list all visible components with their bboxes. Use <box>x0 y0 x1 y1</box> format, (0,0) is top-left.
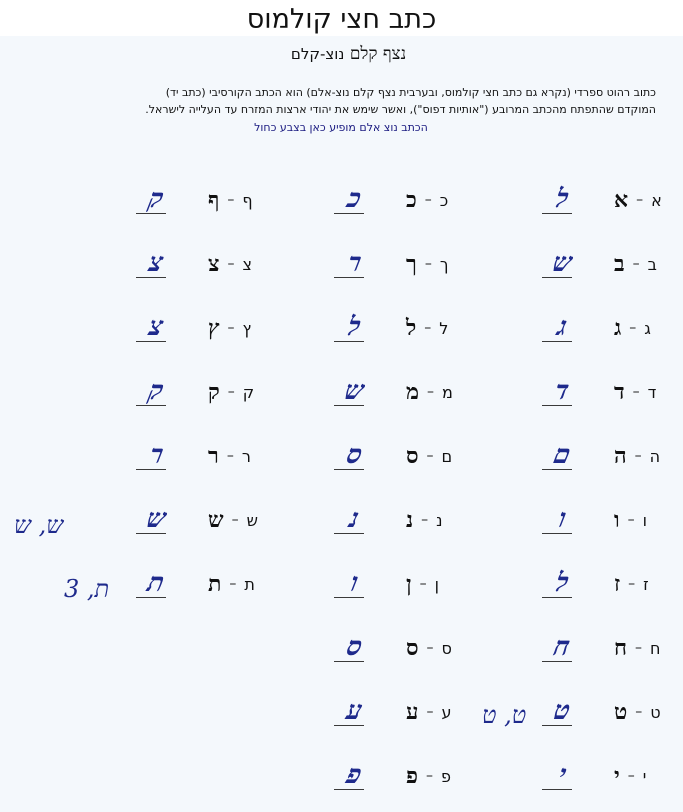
handwritten-glyph: י <box>555 760 569 790</box>
handwritten-glyph: ו <box>555 504 569 534</box>
letter-row <box>540 308 683 348</box>
rashi-letter: ן <box>406 571 412 597</box>
dash-separator: – <box>634 448 642 464</box>
handwritten-letter <box>134 372 178 412</box>
rashi-letter: ו <box>614 507 620 533</box>
letter-row <box>134 500 290 540</box>
letter-pair <box>406 507 488 533</box>
description-line-1: כתוב רהוט ספרדי (נקרא גם כתב חצי קולמוס, ובערבית נצף קלם נוצ-אלם) הוא הכתב הקורסיבי (כתב יד) <box>165 86 656 99</box>
handwritten-letter <box>540 692 584 732</box>
dash-separator: – <box>426 704 434 720</box>
dash-separator: – <box>635 640 643 656</box>
dash-separator: – <box>628 576 636 592</box>
handwritten-letter <box>540 372 584 412</box>
print-letter: א <box>651 190 662 210</box>
letter-pair <box>614 315 683 341</box>
dash-separator: – <box>231 512 239 528</box>
letter-row <box>332 564 488 604</box>
rashi-letter: ר <box>208 443 219 469</box>
letter-pair <box>208 379 290 405</box>
dash-separator: – <box>636 192 644 208</box>
print-letter: מ <box>442 382 453 402</box>
description <box>26 84 656 118</box>
handwritten-letter <box>332 372 376 412</box>
dash-separator: – <box>426 448 434 464</box>
print-letter: ך <box>439 254 449 274</box>
letter-row <box>332 244 488 284</box>
handwritten-glyph: ט <box>550 696 574 726</box>
rashi-letter: ב <box>614 251 625 277</box>
handwritten-letter <box>540 180 584 220</box>
handwritten-glyph: ת <box>144 568 168 598</box>
rashi-letter: ע <box>406 699 419 725</box>
dash-separator: – <box>227 256 235 272</box>
handwritten-glyph: ש <box>341 376 367 406</box>
rashi-letter: ס <box>406 443 419 469</box>
handwritten-letter <box>134 500 178 540</box>
letter-row <box>332 692 488 732</box>
dash-separator: – <box>424 256 432 272</box>
handwritten-letter <box>540 244 584 284</box>
letter-pair <box>208 443 290 469</box>
page-subtitle <box>0 44 683 64</box>
tav-alternate-forms: ת, 3 <box>64 575 110 603</box>
letter-row <box>134 308 290 348</box>
letter-pair <box>614 507 683 533</box>
dash-separator: – <box>426 640 434 656</box>
dash-separator: – <box>632 384 640 400</box>
letter-row <box>134 244 290 284</box>
dash-separator: – <box>227 192 235 208</box>
dash-separator: – <box>226 448 234 464</box>
print-letter: נ <box>436 510 443 530</box>
print-letter: ע <box>441 702 452 722</box>
letter-row <box>332 308 488 348</box>
rashi-letter: ץ <box>208 315 220 341</box>
handwritten-letter <box>134 564 178 604</box>
letter-row <box>332 628 488 668</box>
dash-separator: – <box>635 704 643 720</box>
print-letter: ט <box>650 702 661 722</box>
dash-separator: – <box>419 576 427 592</box>
letter-row <box>332 180 488 220</box>
letter-row <box>134 180 290 220</box>
letter-row <box>540 564 683 604</box>
handwritten-glyph: ר <box>146 440 166 470</box>
print-letter: ג <box>644 318 651 338</box>
handwritten-letter <box>134 244 178 284</box>
print-letter: י <box>642 766 647 786</box>
letter-row <box>540 692 683 732</box>
dash-separator: – <box>421 512 429 528</box>
dash-separator: – <box>424 192 432 208</box>
letter-row <box>134 436 290 476</box>
print-letter: ת <box>244 574 255 594</box>
print-letter: ד <box>647 382 657 402</box>
handwritten-letter <box>332 692 376 732</box>
dash-separator: – <box>227 320 235 336</box>
letter-row <box>134 372 290 412</box>
rashi-letter: א <box>614 187 629 213</box>
handwritten-letter <box>332 564 376 604</box>
dash-separator: – <box>425 768 433 784</box>
print-letter: ם <box>441 446 453 466</box>
rashi-letter: ך <box>406 251 417 277</box>
letter-pair <box>406 187 488 213</box>
handwritten-glyph: ח <box>551 632 573 662</box>
rashi-letter: ה <box>614 443 627 469</box>
handwritten-glyph: צ <box>145 248 167 278</box>
print-letter: ב <box>647 254 657 274</box>
rashi-letter: ח <box>614 635 628 661</box>
handwritten-glyph: ג <box>554 312 570 342</box>
subtitle-main: נצף קלם <box>349 44 407 64</box>
letter-row <box>332 756 488 796</box>
handwritten-letter <box>540 756 584 796</box>
print-letter: ל <box>439 318 449 338</box>
handwritten-letter <box>540 564 584 604</box>
letter-row <box>540 180 683 220</box>
rashi-letter: כ <box>406 187 417 213</box>
letter-pair <box>614 635 683 661</box>
letter-pair <box>208 507 290 533</box>
dash-separator: – <box>627 768 635 784</box>
handwritten-glyph: צ <box>145 312 167 342</box>
print-letter: ש <box>246 510 258 530</box>
handwritten-glyph: ל <box>552 184 572 214</box>
handwritten-letter <box>540 308 584 348</box>
print-letter: ח <box>650 638 661 658</box>
letter-row <box>540 372 683 412</box>
handwritten-glyph: כ <box>344 184 364 214</box>
handwritten-glyph: פ <box>343 760 365 790</box>
rashi-letter: ג <box>614 315 622 341</box>
handwritten-glyph: ר <box>344 248 364 278</box>
dash-separator: – <box>627 512 635 528</box>
handwritten-letter <box>540 500 584 540</box>
rashi-letter: י <box>614 763 620 789</box>
dash-separator: – <box>424 320 432 336</box>
rashi-letter: ס <box>406 635 419 661</box>
rashi-letter: צ <box>208 251 220 277</box>
dash-separator: – <box>427 384 435 400</box>
letter-pair <box>406 443 488 469</box>
print-letter: צ <box>242 254 253 274</box>
letter-row <box>332 436 488 476</box>
letter-row <box>134 564 290 604</box>
handwritten-glyph: ק <box>145 184 167 214</box>
handwritten-letter <box>332 244 376 284</box>
print-letter: פ <box>440 766 451 786</box>
rashi-letter: פ <box>406 763 418 789</box>
handwritten-letter <box>332 756 376 796</box>
print-letter: ז <box>643 574 649 594</box>
rashi-letter: ש <box>208 507 224 533</box>
rashi-letter: ק <box>208 379 220 405</box>
rashi-letter: ד <box>614 379 625 405</box>
handwritten-glyph: ש <box>143 504 169 534</box>
letter-pair <box>406 571 488 597</box>
print-letter: ק <box>242 382 255 402</box>
letter-pair <box>406 315 488 341</box>
dash-separator: – <box>227 384 235 400</box>
letter-pair <box>208 315 290 341</box>
letter-pair <box>406 763 488 789</box>
handwritten-glyph: ל <box>552 568 572 598</box>
letter-pair <box>208 571 290 597</box>
letter-pair <box>208 187 290 213</box>
handwritten-glyph: ד <box>552 376 572 406</box>
tet-alternate-forms: ט, ט <box>482 701 527 729</box>
subtitle-alt: נוצ-קלם <box>290 45 345 63</box>
letter-pair <box>614 187 683 213</box>
handwritten-glyph: ק <box>145 376 167 406</box>
print-letter: ס <box>441 638 452 658</box>
letter-pair <box>406 379 488 405</box>
letter-pair <box>614 763 683 789</box>
description-line-2: המוקדם שהתפתח מהכתב המרובע ("אותיות דפוס"), ואשר שימש את יהודי ארצות המזרח עד העלייה לישראל. <box>145 103 656 116</box>
print-letter: ץ <box>242 318 252 338</box>
handwritten-letter <box>540 628 584 668</box>
handwritten-letter <box>332 436 376 476</box>
rashi-letter: ף <box>208 187 220 213</box>
handwritten-letter <box>332 180 376 220</box>
handwritten-glyph: נ <box>346 504 362 534</box>
letter-pair <box>614 571 683 597</box>
rashi-letter: ל <box>406 315 417 341</box>
handwritten-letter <box>332 308 376 348</box>
handwritten-letter <box>540 436 584 476</box>
handwritten-glyph: ו <box>347 568 361 598</box>
handwritten-letter <box>134 180 178 220</box>
letter-row <box>540 756 683 796</box>
print-letter: כ <box>439 190 449 210</box>
print-letter: ר <box>241 446 251 466</box>
print-letter: ן <box>434 574 439 594</box>
handwritten-glyph: ל <box>344 312 364 342</box>
rashi-letter: ז <box>614 571 621 597</box>
shin-alternate-forms: ש, ש <box>14 511 64 539</box>
print-letter: ו <box>642 510 647 530</box>
dash-separator: – <box>229 576 237 592</box>
handwritten-letter <box>134 436 178 476</box>
print-letter: ף <box>242 190 253 210</box>
letter-row <box>332 372 488 412</box>
rashi-letter: מ <box>406 379 420 405</box>
color-note: הכתב נוצ אלם מופיע כאן בצבע כחול <box>254 121 428 134</box>
dash-separator: – <box>629 320 637 336</box>
letter-row <box>332 500 488 540</box>
dash-separator: – <box>632 256 640 272</box>
letter-pair <box>614 251 683 277</box>
letter-pair <box>406 635 488 661</box>
page-title: כתב חצי קולמוס <box>246 4 437 35</box>
letter-pair <box>208 251 290 277</box>
handwritten-letter <box>332 500 376 540</box>
handwritten-glyph: ם <box>550 440 574 470</box>
letter-pair <box>614 443 683 469</box>
handwritten-letter <box>332 628 376 668</box>
letter-row <box>540 628 683 668</box>
letter-pair <box>614 379 683 405</box>
letter-row <box>540 244 683 284</box>
handwritten-glyph: ש <box>549 248 575 278</box>
letter-row <box>540 436 683 476</box>
handwritten-glyph: ס <box>343 440 365 470</box>
handwritten-glyph: ע <box>343 696 365 726</box>
rashi-letter: נ <box>406 507 414 533</box>
letter-row <box>540 500 683 540</box>
rashi-letter: ט <box>614 699 628 725</box>
letter-pair <box>614 699 683 725</box>
letter-pair <box>406 251 488 277</box>
rashi-letter: ת <box>208 571 222 597</box>
handwritten-letter <box>134 308 178 348</box>
handwritten-glyph: ס <box>343 632 365 662</box>
print-letter: ה <box>649 446 661 466</box>
letter-pair <box>406 699 488 725</box>
